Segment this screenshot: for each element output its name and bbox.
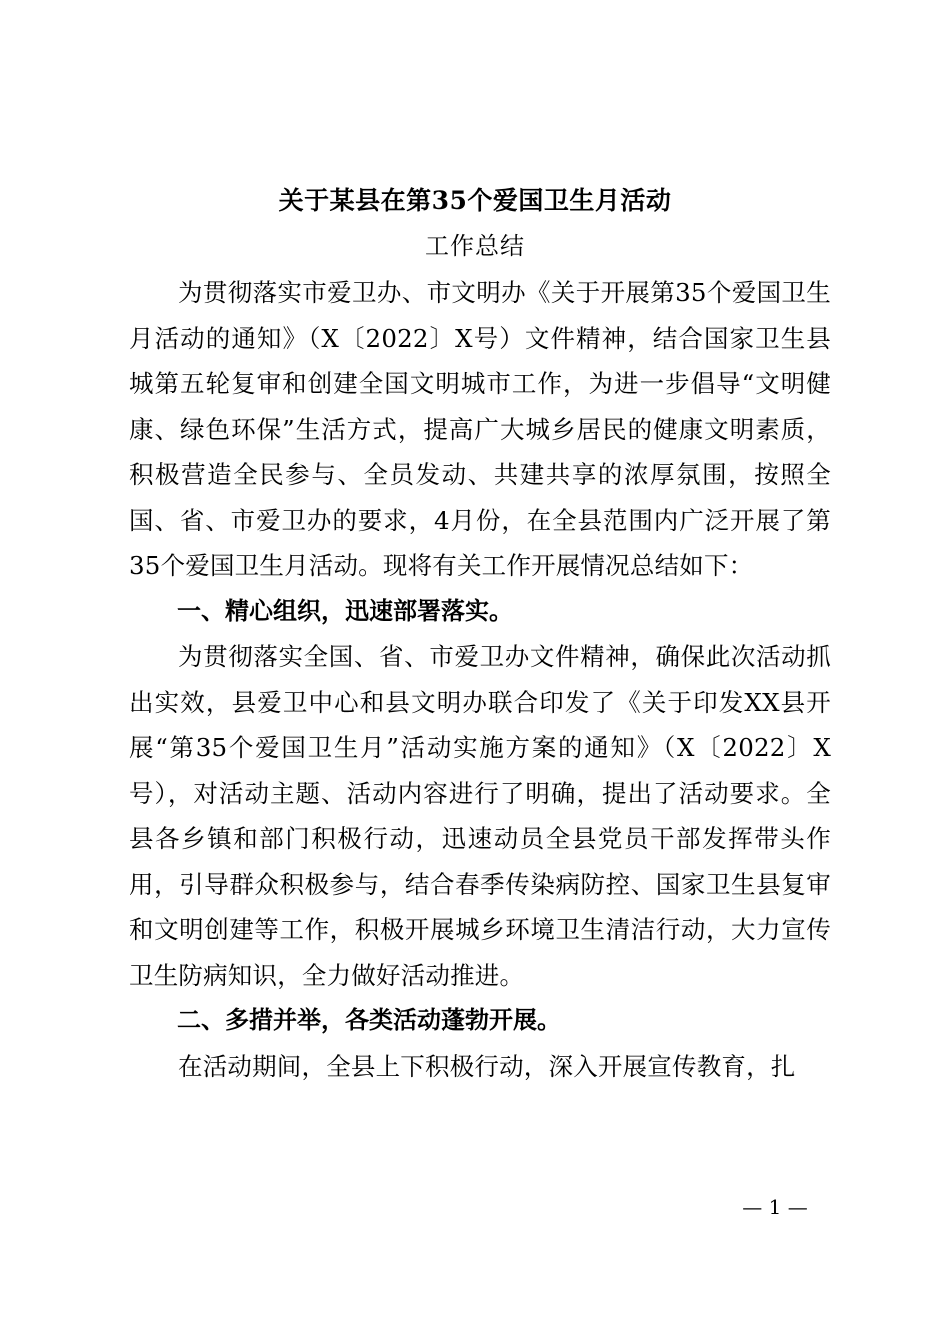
- document-title: 关于某县在第35个爱国卫生月活动: [278, 186, 672, 215]
- section-1-paragraph: 为贯彻落实全国、省、市爱卫办文件精神，确保此次活动抓出实效，县爱卫中心和县文明办联合印发了《关于印发XX县开展“第35个爱国卫生月”活动实施方案的通知》（X〔2022〕X号），对活动主题、活动内容进行了明确，提出了活动要求。全县各乡镇和部门积极行动，迅速动员全县党员干部发挥带头作用，引导群众积极参与，结合春季传染病防控、国家卫生县复审和文明创建等工作，积极开展城乡环境卫生清洁行动，大力宣传卫生防病知识，全力做好活动推进。: [129, 642, 831, 990]
- page-number: — 1 —: [742, 1195, 808, 1219]
- section-1-heading: 一、精心组织，迅速部署落实。: [177, 596, 513, 625]
- section-2-paragraph: 在活动期间，全县上下积极行动，深入开展宣传教育，扎: [178, 1051, 796, 1081]
- section-2-heading: 二、多措并举，各类活动蓬勃开展。: [177, 1006, 561, 1034]
- intro-paragraph: 为贯彻落实市爱卫办、市文明办《关于开展第35个爱国卫生月活动的通知》（X〔2022〕X号）文件精神，结合国家卫生县城第五轮复审和创建全国文明城市工作，为进一步倡导“文明健康、绿色环保”生活方式，提高广大城乡居民的健康文明素质，积极营造全民参与、全员发动、共建共享的浓厚氛围，按照全国、省、市爱卫办的要求，4月份，在全县范围内广泛开展了第35个爱国卫生月活动。现将有关工作开展情况总结如下：: [129, 278, 831, 580]
- document-subtitle: 工作总结: [425, 232, 525, 260]
- document-body: [129, 270, 831, 1089]
